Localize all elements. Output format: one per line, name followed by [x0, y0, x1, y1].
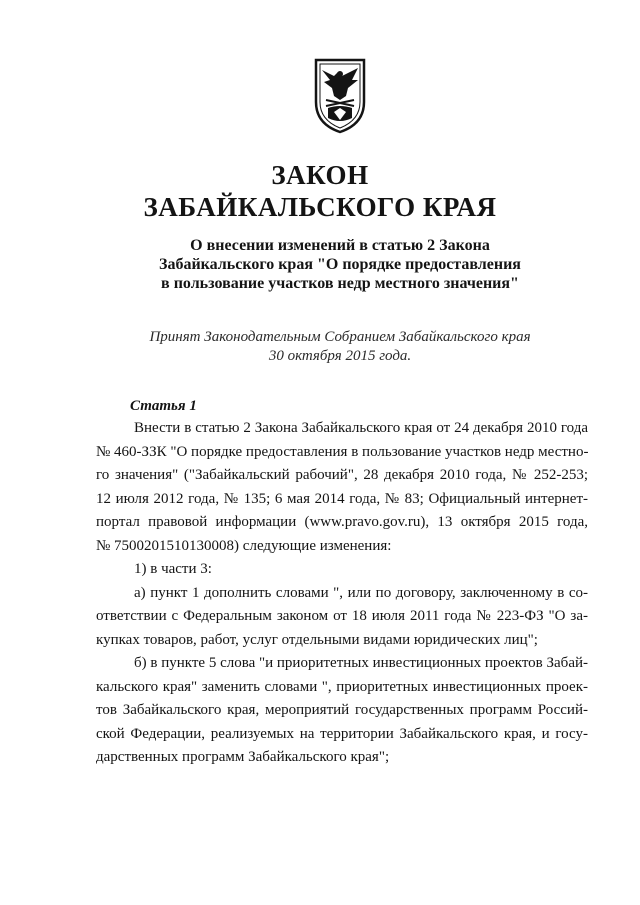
body-line: № 460-ЗЗК "О порядке предоставления в пользование участков недр местно- — [96, 443, 589, 460]
adoption-note-line: 30 октября 2015 года. — [268, 348, 412, 364]
body-line: Внести в статью 2 Закона Забайкальского края от 24 декабря 2010 года — [134, 420, 588, 436]
body-line: № 7500201510130008) следующие изменения: — [96, 537, 392, 554]
coat-of-arms-emblem — [312, 56, 368, 134]
law-title: ЗАКОН — [271, 160, 369, 190]
body-line: а) пункт 1 дополнить словами ", или по договору, заключенному в со- — [134, 584, 588, 601]
law-subtitle — [120, 236, 560, 293]
body-line: 1) в части 3: — [134, 561, 212, 577]
adoption-note — [120, 328, 560, 366]
body-line: 12 июля 2012 года, № 135; 6 мая 2014 года, № 83; Официальный интернет- — [96, 490, 588, 507]
body-line: ской Федерации, реализуемых на территории Забайкальского края, и госу- — [96, 725, 588, 742]
body-line: купках товаров, работ, услуг отдельными видами юридических лиц"; — [96, 631, 538, 648]
body-line: кальского края" заменить словами ", приоритетных инвестиционных проек- — [96, 678, 588, 695]
body-line: го значения" ("Забайкальский рабочий", 28 декабря 2010 года, № 252-253; — [96, 467, 588, 483]
law-region-title: ЗАБАЙКАЛЬСКОГО КРАЯ — [143, 192, 497, 222]
body-line: ответствии с Федеральным законом от 18 июля 2011 года № 223-ФЗ "О за- — [96, 608, 588, 624]
coat-of-arms-eagle-icon — [312, 56, 368, 134]
subtitle-line: О внесении изменений в статью 2 Закона — [190, 237, 490, 254]
article-body — [96, 417, 588, 770]
body-line: тов Забайкальского края, мероприятий государственных программ Россий- — [96, 702, 588, 718]
body-line: дарственных программ Забайкальского края"; — [96, 749, 390, 765]
body-line: портал правовой информации (www.pravo.gov.ru), 13 октября 2015 года, — [96, 514, 588, 530]
subtitle-line: в пользование участков недр местного значения" — [161, 275, 519, 292]
subtitle-line: Забайкальского края "О порядке предоставления — [159, 256, 521, 273]
article-heading: Статья 1 — [130, 398, 197, 414]
body-line: б) в пункте 5 слова "и приоритетных инвестиционных проектов Забай- — [134, 655, 588, 671]
adoption-note-line: Принят Законодательным Собранием Забайкальского края — [149, 329, 531, 345]
